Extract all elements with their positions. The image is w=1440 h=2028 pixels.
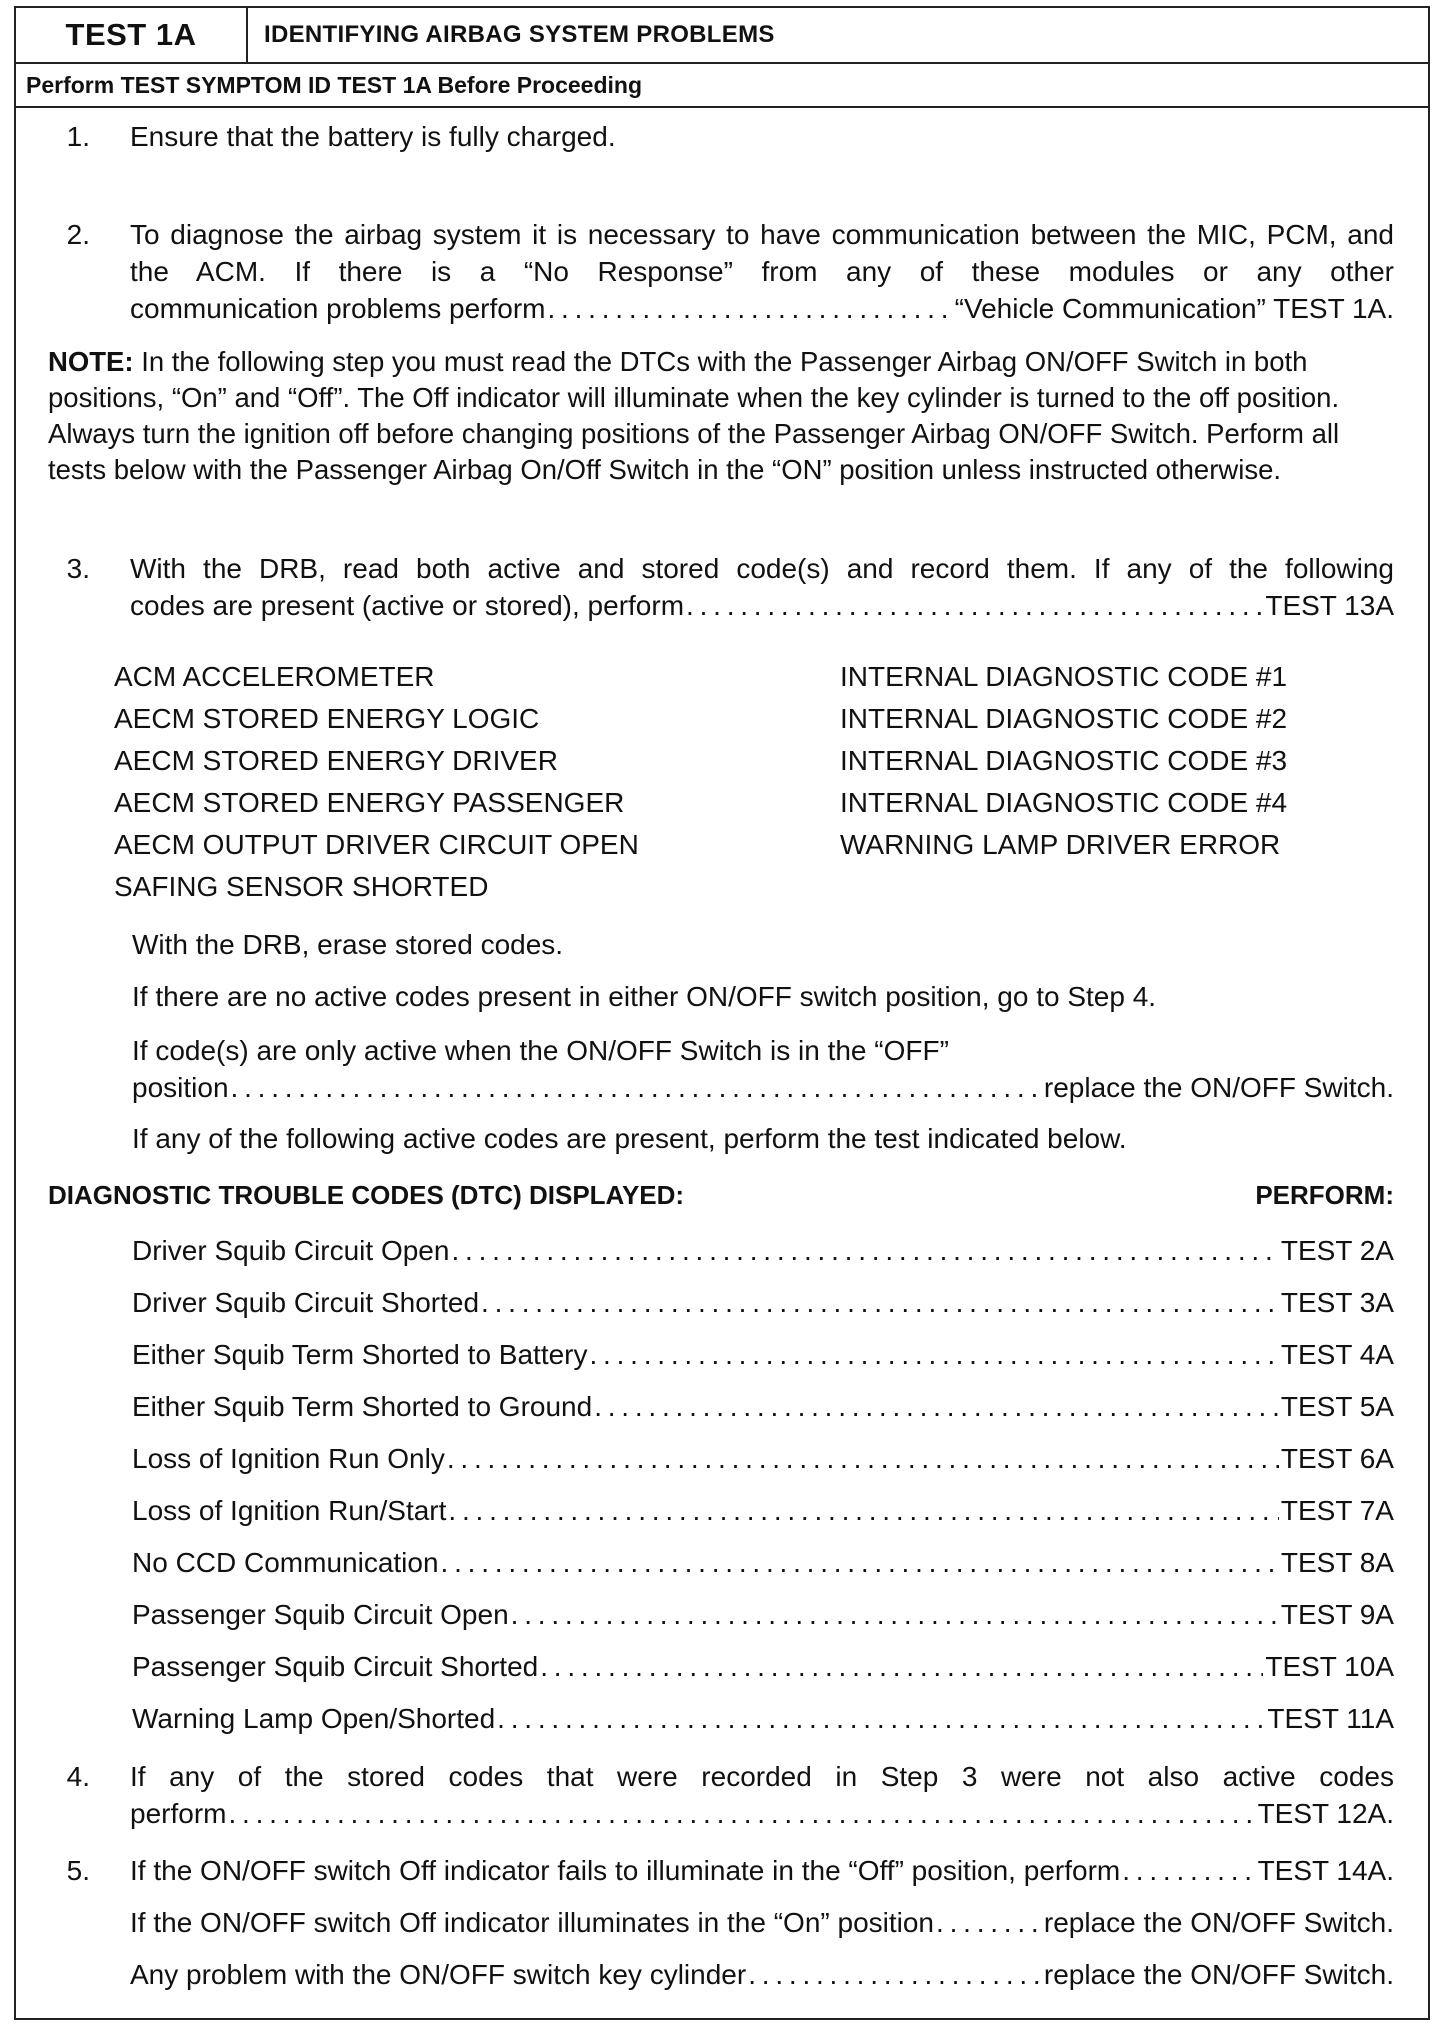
list-item: INTERNAL DIAGNOSTIC CODE #4 [840, 787, 1288, 818]
table-row: Either Squib Term Shorted to Ground . . . TEST 5A [132, 1388, 1394, 1425]
leader-line: communication problems perform . . . “Vehicle Communication” TEST 1A. [130, 290, 1394, 327]
list-item: AECM STORED ENERGY DRIVER [114, 745, 558, 776]
step-2 [50, 216, 1394, 327]
list-item: SAFING SENSOR SHORTED [114, 871, 489, 902]
table-row: Loss of Ignition Run/Start . . . TEST 7A [132, 1492, 1394, 1529]
step-number: 1. [66, 121, 90, 152]
step-number: 2. [66, 219, 90, 250]
list-item: ACM ACCELEROMETER [114, 661, 435, 692]
list-item: INTERNAL DIAGNOSTIC CODE #2 [840, 703, 1288, 734]
only-active-instruction: If code(s) are only active when the ON/OFF Switch is in the “OFF” position . . . replace the ON/OFF Switch. [132, 1032, 1394, 1106]
list-item: AECM STORED ENERGY LOGIC [114, 703, 540, 734]
step-4 [50, 1758, 1394, 1832]
note-text: In the following step you must read the DTCs with the Passenger Airbag ON/OFF Switch in both positions, “On” and “Off”. The Off indicator will illuminate when the key cylinder is turned to the off position. Always turn the ignition off before changing positions of the Passenger Airbag ON/OFF Switch. Perform all tests below with the Passenger Airbag On/Off Switch in the “ON” position unless instructed otherwise. [48, 346, 1340, 485]
step-5 [50, 1852, 1394, 1993]
leader-line: perform . . . TEST 12A. [130, 1795, 1394, 1832]
list-item: INTERNAL DIAGNOSTIC CODE #1 [840, 661, 1288, 692]
table-row: Passenger Squib Circuit Open . . . TEST 9A [132, 1596, 1394, 1633]
step-number: 4. [66, 1761, 90, 1792]
note-block [48, 344, 1394, 488]
list-item: AECM STORED ENERGY PASSENGER [114, 787, 625, 818]
step-1 [50, 118, 1394, 155]
table-row: No CCD Communication . . . TEST 8A [132, 1544, 1394, 1581]
table-row: Driver Squib Circuit Shorted . . . TEST 3A [132, 1284, 1394, 1321]
list-item: WARNING LAMP DRIVER ERROR [840, 829, 1281, 860]
leader-line: Any problem with the ON/OFF switch key cylinder . . . replace the ON/OFF Switch. [130, 1956, 1394, 1993]
step-3 [50, 550, 1394, 624]
leader-line: If the ON/OFF switch Off indicator illuminates in the “On” position . . . replace the ON/OFF Switch. [130, 1904, 1394, 1941]
test-id: TEST 1A [16, 8, 248, 62]
step-number: 3. [66, 553, 90, 584]
erase-instruction: With the DRB, erase stored codes. [132, 929, 564, 960]
dtc-heading-left: DIAGNOSTIC TROUBLE CODES (DTC) DISPLAYED: [48, 1180, 685, 1210]
table-row: Driver Squib Circuit Open . . . TEST 2A [132, 1232, 1394, 1269]
note-label: NOTE: [48, 346, 134, 377]
procedure-page [14, 6, 1430, 2020]
any-active-instruction: If any of the following active codes are present, perform the test indicated below. [132, 1123, 1127, 1154]
step-text: With the DRB, read both active and stored code(s) and record them. If any of the following codes are present (active or stored), perform . . . TEST 13A [130, 550, 1394, 624]
test-title: IDENTIFYING AIRBAG SYSTEM PROBLEMS [264, 21, 775, 48]
step-text: If any of the stored codes that were recorded in Step 3 were not also active codes perform . . . TEST 12A. [130, 1758, 1394, 1832]
leader-line: If the ON/OFF switch Off indicator fails to illuminate in the “Off” position, perform . . . TEST 14A. [130, 1852, 1394, 1889]
step-text [130, 1852, 1394, 1993]
step-number: 5. [66, 1855, 90, 1886]
table-row: Warning Lamp Open/Shorted . . . TEST 11A [132, 1700, 1394, 1737]
list-item: INTERNAL DIAGNOSTIC CODE #3 [840, 745, 1288, 776]
test-header [16, 8, 1428, 64]
leader-line: codes are present (active or stored), perform . . . TEST 13A [130, 587, 1394, 624]
list-item: AECM OUTPUT DRIVER CIRCUIT OPEN [114, 829, 639, 860]
code-list-right [840, 656, 1287, 866]
leader-line: position . . . replace the ON/OFF Switch. [132, 1069, 1394, 1106]
dtc-heading [48, 1180, 1394, 1211]
code-list [114, 656, 1374, 916]
table-row: Either Squib Term Shorted to Battery . . . TEST 4A [132, 1336, 1394, 1373]
dtc-heading-right: PERFORM: [1255, 1180, 1394, 1210]
test-subtitle: Perform TEST SYMPTOM ID TEST 1A Before Proceeding [16, 64, 1428, 108]
code-list-left [114, 656, 639, 908]
table-row: Passenger Squib Circuit Shorted . . . TEST 10A [132, 1648, 1394, 1685]
table-row: Loss of Ignition Run Only . . . TEST 6A [132, 1440, 1394, 1477]
step-text: To diagnose the airbag system it is necessary to have communication between the MIC, PCM, and the ACM. If there is a “No Response” from any of these modules or any other communication problems perform . . . “Vehicle Communication” TEST 1A. [130, 216, 1394, 327]
step-text: Ensure that the battery is fully charged. [130, 121, 616, 152]
no-active-instruction: If there are no active codes present in either ON/OFF switch position, go to Step 4. [132, 981, 1157, 1012]
